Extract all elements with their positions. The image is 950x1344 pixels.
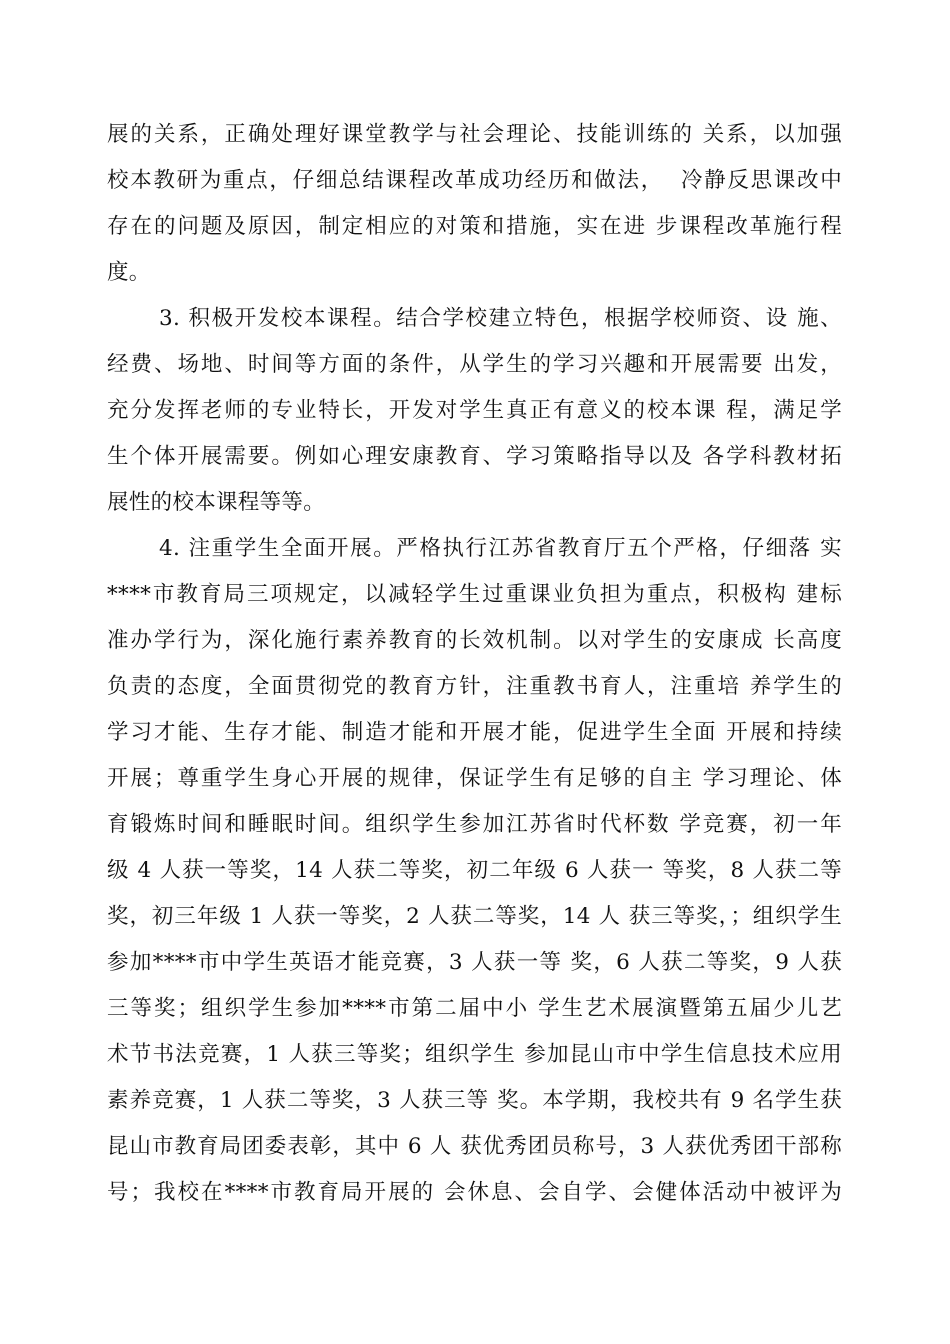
text-line: 度。 bbox=[107, 260, 151, 285]
text-line: 三等奖；组织学生参加****市第二届中小 学生艺术展演暨第五届少儿艺 bbox=[107, 996, 842, 1021]
text-line: 参加****市中学生英语才能竞赛，3 人获一等 奖，6 人获二等奖，9 人获 bbox=[107, 950, 842, 975]
text-line: 负责的态度，全面贯彻党的教育方针，注重教书育人，注重培 养学生的 bbox=[107, 674, 842, 699]
text-line: 昆山市教育局团委表彰，其中 6 人 获优秀团员称号，3 人获优秀团干部称 bbox=[107, 1134, 842, 1159]
text-line: 奖，初三年级 1 人获一等奖，2 人获二等奖，14 人 获三等奖，；组织学生 bbox=[107, 904, 842, 929]
paragraph-3-start: 3. 积极开发校本课程。结合学校建立特色，根据学校师资、设 施、 bbox=[159, 306, 842, 331]
text-line: 校本教研为重点，仔细总结课程改革成功经历和做法， 冷静反思课改中 bbox=[107, 168, 842, 193]
text-line: 生个体开展需要。例如心理安康教育、学习策略指导以及 各学科教材拓 bbox=[107, 444, 842, 469]
text-line: 展的关系，正确处理好课堂教学与社会理论、技能训练的 关系，以加强 bbox=[107, 122, 842, 147]
text-line: 准办学行为，深化施行素养教育的长效机制。以对学生的安康成 长高度 bbox=[107, 628, 842, 653]
text-line: 开展；尊重学生身心开展的规律，保证学生有足够的自主 学习理论、体 bbox=[107, 766, 842, 791]
text-line: 学习才能、生存才能、制造才能和开展才能，促进学生全面 开展和持续 bbox=[107, 720, 842, 745]
text-line: 术节书法竞赛，1 人获三等奖；组织学生 参加昆山市中学生信息技术应用 bbox=[107, 1042, 842, 1067]
text-line: 素养竞赛，1 人获二等奖，3 人获三等 奖。本学期，我校共有 9 名学生获 bbox=[107, 1088, 842, 1113]
text-line: 号；我校在****市教育局开展的 会休息、会自学、会健体活动中被评为 bbox=[107, 1180, 842, 1205]
text-line: 经费、场地、时间等方面的条件，从学生的学习兴趣和开展需要 出发， bbox=[107, 352, 842, 377]
text-line: 育锻炼时间和睡眠时间。组织学生参加江苏省时代杯数 学竞赛，初一年 bbox=[107, 812, 842, 837]
body-text bbox=[107, 112, 842, 1216]
text-line: ****市教育局三项规定，以减轻学生过重课业负担为重点，积极构 建标 bbox=[107, 582, 842, 607]
text-line: 存在的问题及原因，制定相应的对策和措施，实在进 步课程改革施行程 bbox=[107, 214, 842, 239]
text-line: 充分发挥老师的专业特长，开发对学生真正有意义的校本课 程，满足学 bbox=[107, 398, 842, 423]
text-line: 级 4 人获一等奖，14 人获二等奖，初二年级 6 人获一 等奖，8 人获二等 bbox=[107, 858, 842, 883]
paragraph-4-start: 4. 注重学生全面开展。严格执行江苏省教育厅五个严格，仔细落 实 bbox=[159, 536, 842, 561]
text-line: 展性的校本课程等等。 bbox=[107, 490, 326, 515]
